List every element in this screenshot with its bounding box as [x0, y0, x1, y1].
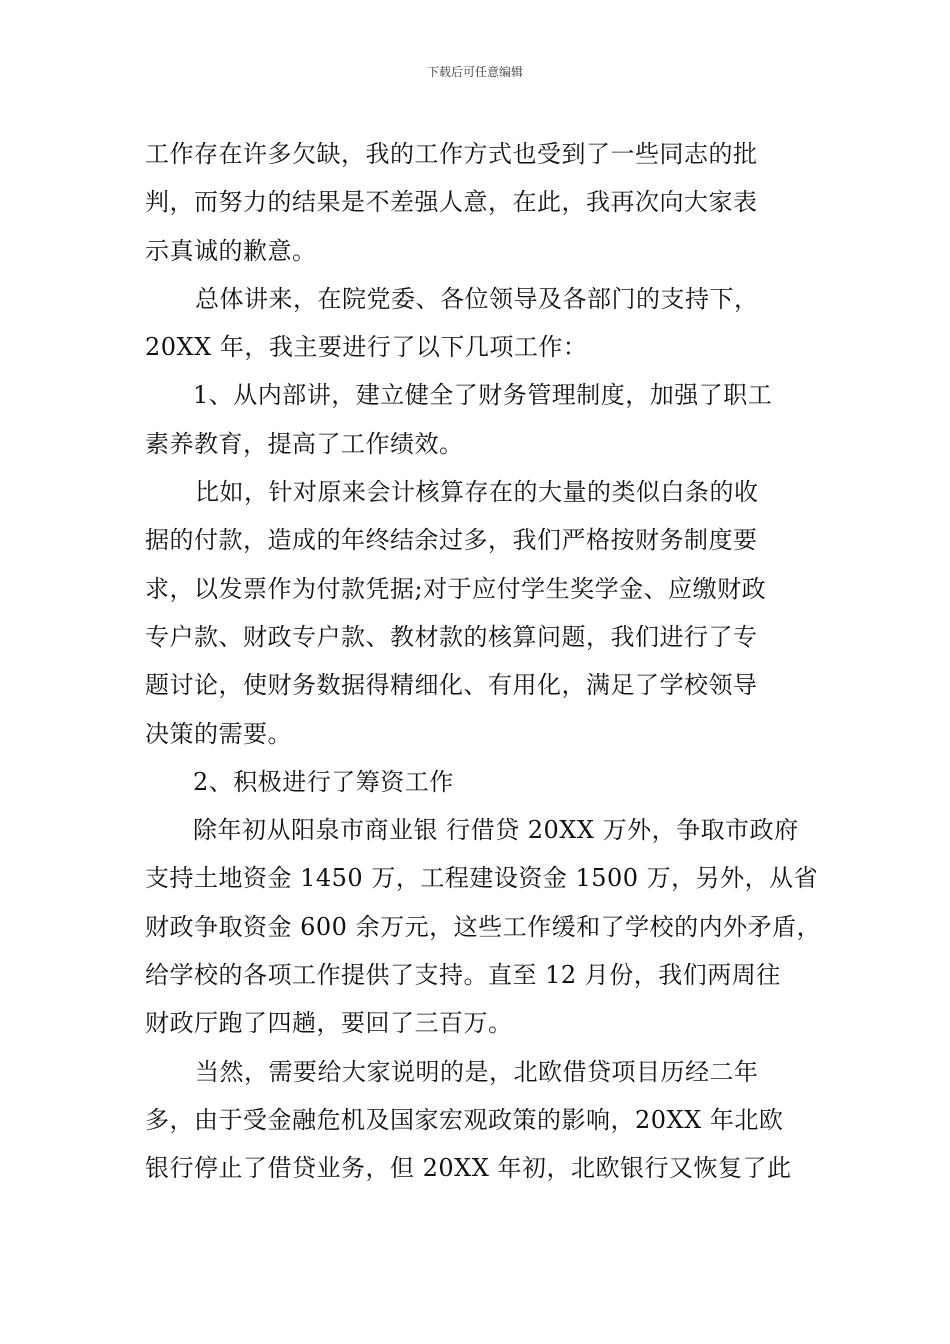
paragraph-line: 题讨论，使财务数据得精细化、有用化，满足了学校领导	[145, 671, 758, 700]
paragraph-line: 求，以发票作为付款凭据;对于应付学生奖学金、应缴财政	[145, 574, 767, 603]
paragraph-line: 20XX 年，我主要进行了以下几项工作：	[145, 333, 588, 362]
paragraph-line: 1、从内部讲，建立健全了财务管理制度，加强了职工	[193, 381, 773, 410]
paragraph-line: 2、积极进行了筹资工作	[193, 767, 454, 796]
paragraph-line: 财政争取资金 600 余万元，这些工作缓和了学校的内外矛盾，	[145, 912, 822, 941]
paragraph-line: 多，由于受金融危机及国家宏观政策的影响，20XX 年北欧	[145, 1105, 784, 1134]
paragraph-line: 财政厅跑了四趟，要回了三百万。	[145, 1009, 513, 1038]
paragraph-line: 总体讲来，在院党委、各位领导及各部门的支持下，	[195, 284, 759, 313]
paragraph-line: 专户款、财政专户款、教材款的核算问题，我们进行了专	[145, 622, 758, 651]
paragraph-line: 支持土地资金 1450 万，工程建设资金 1500 万，另外，从省	[145, 864, 819, 893]
paragraph-line: 比如，针对原来会计核算存在的大量的类似白条的收	[195, 478, 759, 507]
paragraph-line: 工作存在许多欠缺，我的工作方式也受到了一些同志的批	[145, 140, 758, 168]
body-text	[145, 130, 822, 1193]
header-note: 下载后可任意编辑	[426, 65, 523, 79]
paragraph-line: 示真诚的歉意。	[145, 236, 317, 265]
paragraph-line: 判，而努力的结果是不差强人意，在此，我再次向大家表	[145, 188, 758, 217]
paragraph-line: 据的付款，造成的年终结余过多，我们严格按财务制度要	[145, 526, 758, 555]
paragraph-line: 素养教育，提高了工作绩效。	[145, 429, 464, 458]
paragraph-line: 给学校的各项工作提供了支持。直至 12 月份，我们两周往	[145, 961, 781, 990]
paragraph-line: 当然，需要给大家说明的是，北欧借贷项目历经二年	[195, 1057, 759, 1086]
paragraph-line: 除年初从阳泉市商业银 行借贷 20XX 万外，争取市政府	[193, 816, 799, 845]
paragraph-line: 银行停止了借贷业务，但 20XX 年初，北欧银行又恢复了此	[145, 1154, 792, 1183]
paragraph-line: 决策的需要。	[145, 719, 292, 748]
